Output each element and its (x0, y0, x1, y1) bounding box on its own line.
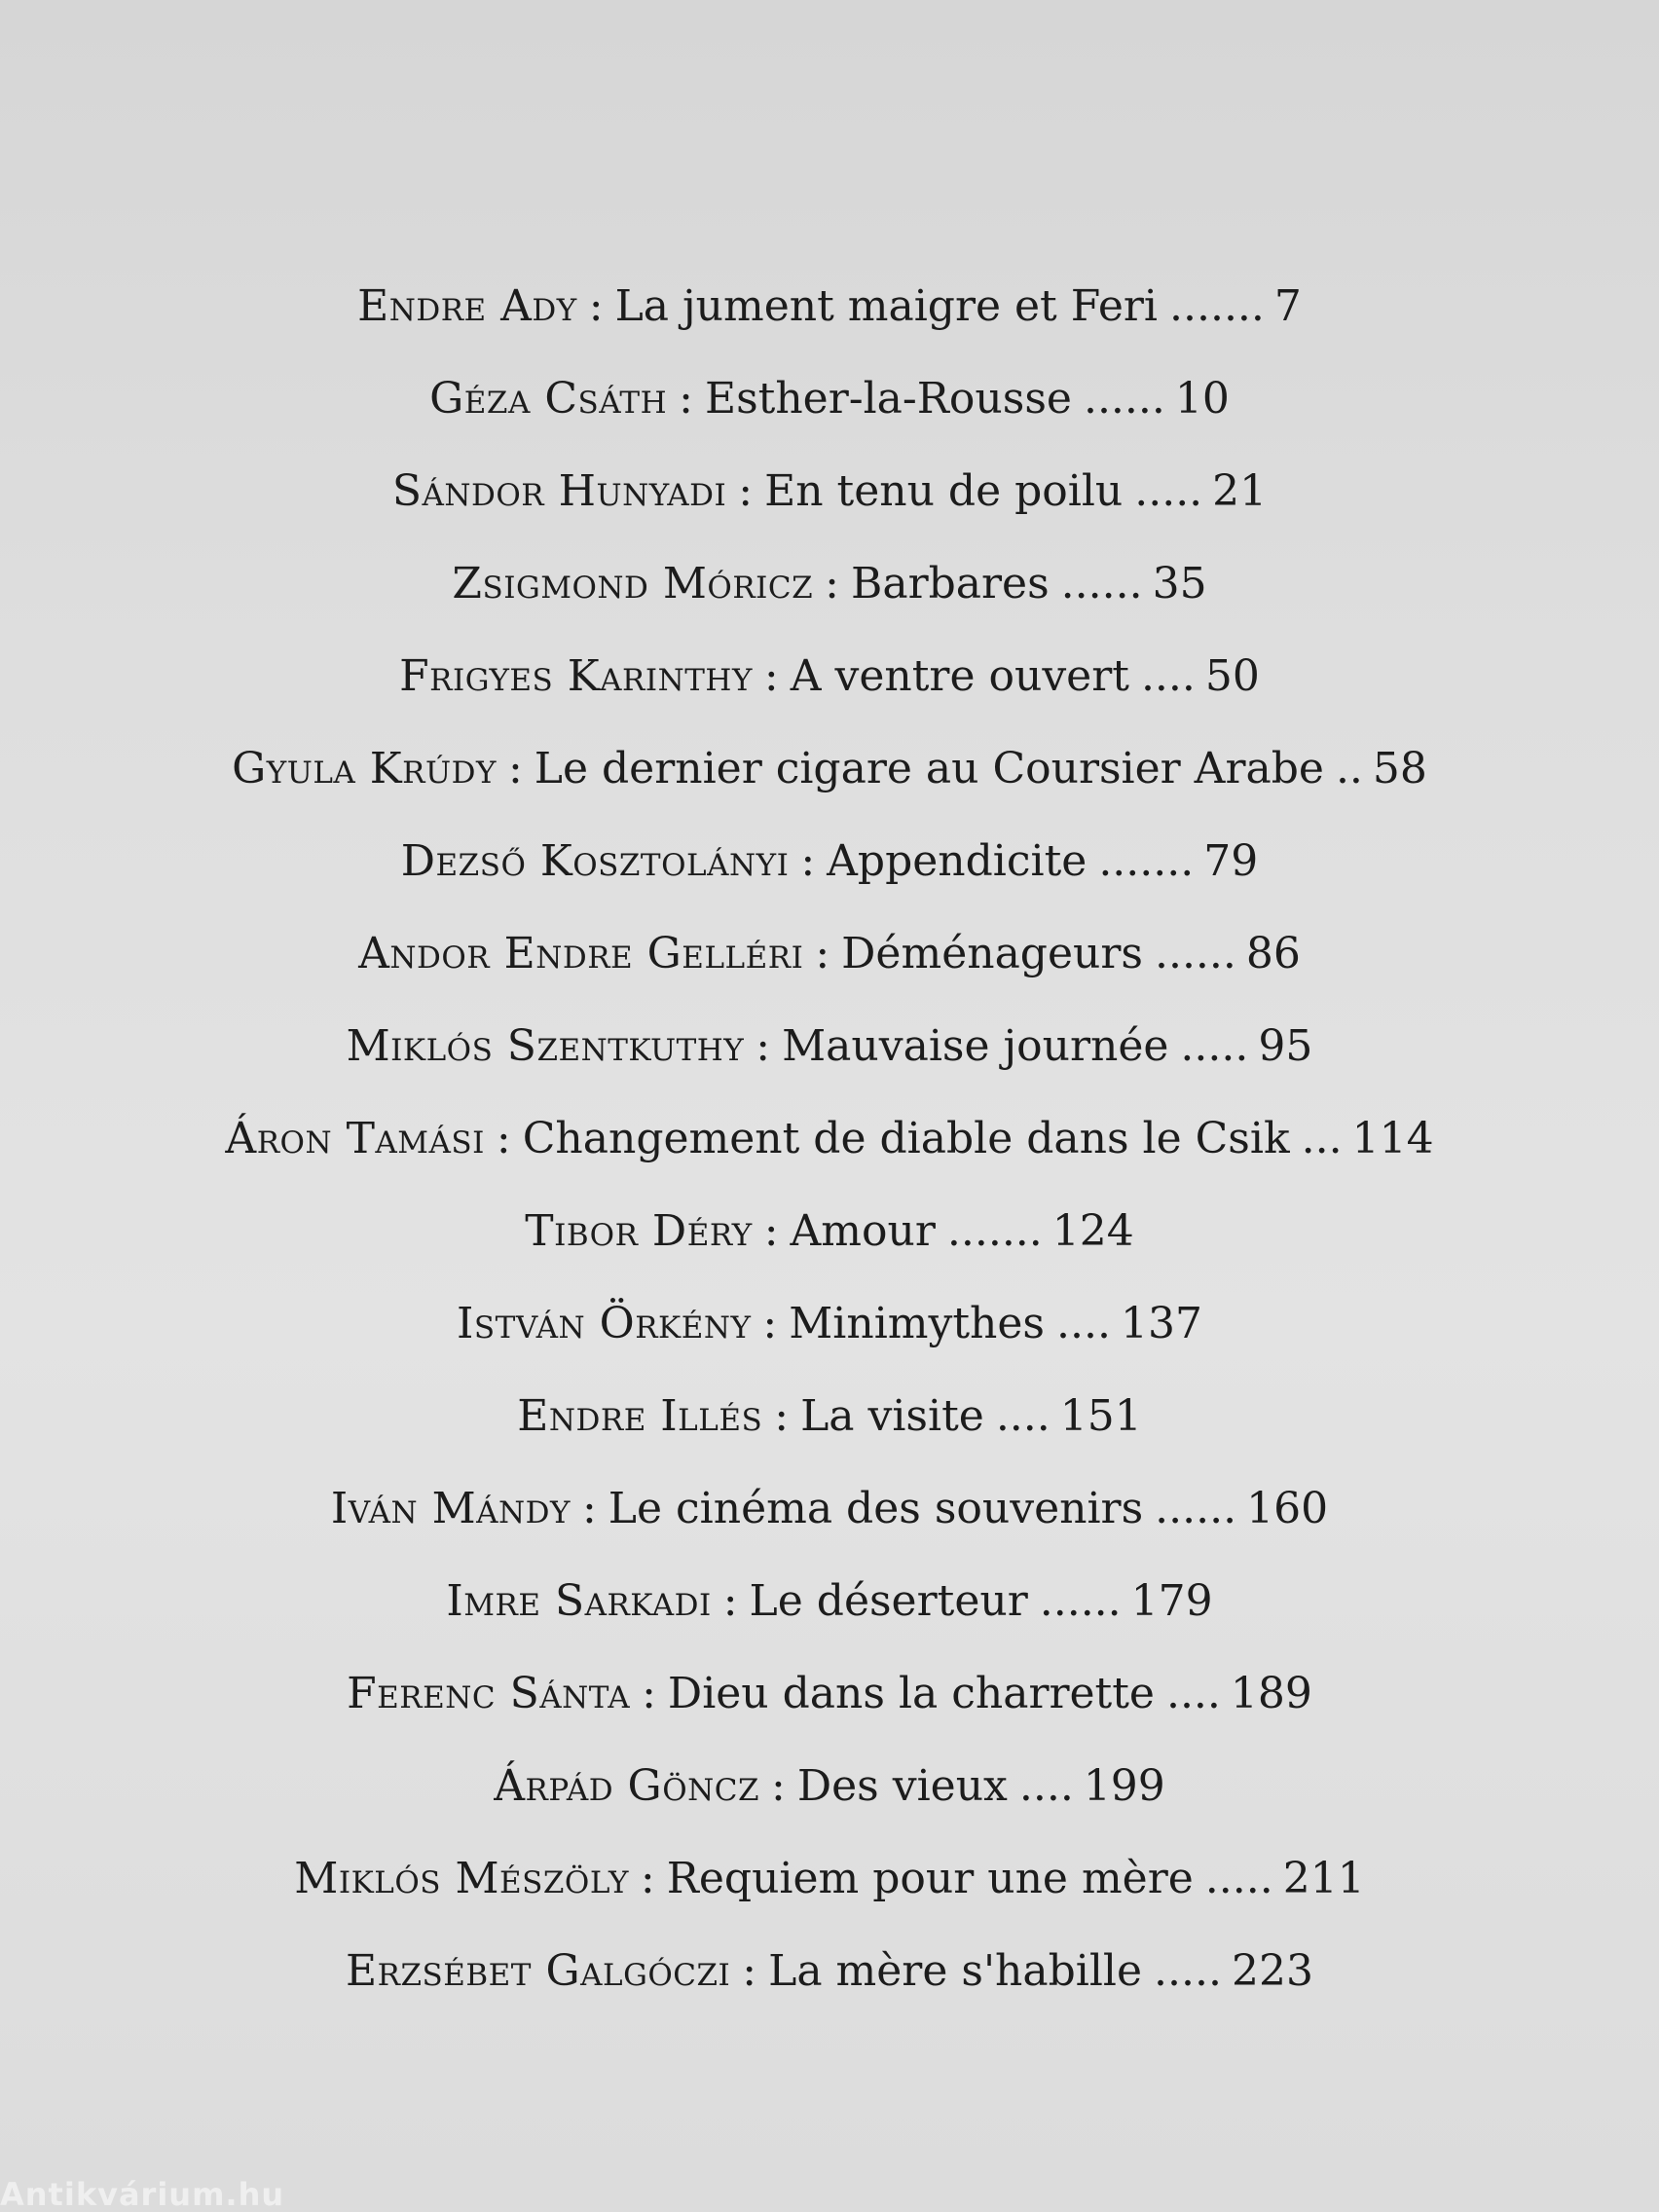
toc-author: Andor Endre Gelléri (358, 929, 804, 978)
toc-entry[interactable] (0, 823, 1659, 901)
toc-author: Imre Sarkadi (446, 1576, 712, 1626)
toc-author: Tibor Déry (525, 1206, 753, 1256)
toc-separator: : (642, 1669, 656, 1718)
toc-page-number: 79 (1203, 836, 1259, 886)
toc-title: Dieu dans la charrette (667, 1669, 1155, 1718)
watermark-text: Antikvárium.hu (0, 2177, 285, 2212)
toc-separator: : (763, 651, 779, 701)
toc-title: La visite (800, 1391, 984, 1441)
toc-title: Esther-la-Rousse (704, 374, 1072, 424)
toc-page-number: 223 (1231, 1946, 1313, 1996)
toc-author: Endre Ady (357, 281, 577, 331)
toc-author: István Örkény (457, 1299, 752, 1348)
toc-page-number: 21 (1212, 466, 1268, 516)
toc-leader: .... (1056, 1299, 1111, 1348)
toc-leader: .... (995, 1391, 1051, 1441)
toc-entry[interactable] (0, 730, 1659, 808)
toc-entry[interactable] (0, 1378, 1659, 1456)
toc-entry[interactable] (0, 1748, 1659, 1825)
toc-leader: ...... (1154, 929, 1236, 978)
toc-leader: .... (1165, 1669, 1221, 1718)
toc-leader: ...... (1060, 559, 1143, 608)
toc-separator: : (742, 1946, 757, 1996)
toc-page-number: 211 (1282, 1854, 1365, 1903)
toc-title: Le cinéma des souvenirs (608, 1484, 1144, 1533)
toc-page-number: 58 (1372, 744, 1427, 793)
toc-page-number: 151 (1059, 1391, 1142, 1441)
toc-leader: ..... (1154, 1946, 1222, 1996)
toc-leader: ...... (1039, 1576, 1122, 1626)
toc-author: Sándor Hunyadi (391, 466, 727, 516)
toc-page-number: 179 (1130, 1576, 1213, 1626)
toc-leader: .... (1018, 1761, 1074, 1811)
toc-leader: ... (1301, 1114, 1343, 1163)
toc-leader: ..... (1204, 1854, 1273, 1903)
toc-leader: ...... (1083, 374, 1165, 424)
toc-page-number: 160 (1246, 1484, 1329, 1533)
toc-page-number: 189 (1230, 1669, 1312, 1718)
toc-entry[interactable] (0, 1470, 1659, 1548)
toc-entry[interactable] (0, 1100, 1659, 1178)
toc-separator: : (756, 1021, 771, 1071)
toc-page-number: 35 (1152, 559, 1207, 608)
toc-leader: ..... (1134, 466, 1203, 516)
toc-leader: ...... (1155, 1484, 1237, 1533)
toc-entry[interactable] (0, 1008, 1659, 1086)
toc-page-number: 124 (1051, 1206, 1134, 1256)
toc-page-number: 95 (1258, 1021, 1313, 1071)
toc-author: Endre Illés (517, 1391, 763, 1441)
toc-separator: : (774, 1391, 790, 1441)
toc-leader: ....... (1098, 836, 1195, 886)
toc-entry[interactable] (0, 1655, 1659, 1733)
toc-title: Changement de diable dans le Csik (522, 1114, 1290, 1163)
toc-entry[interactable] (0, 268, 1659, 346)
toc-title: La mère s'habille (768, 1946, 1143, 1996)
toc-page-number: 137 (1120, 1299, 1202, 1348)
toc-leader: ....... (946, 1206, 1043, 1256)
toc-entry[interactable] (0, 915, 1659, 993)
toc-separator: : (507, 744, 523, 793)
toc-separator: : (762, 1299, 778, 1348)
toc-separator: : (738, 466, 754, 516)
toc-page-number: 10 (1174, 374, 1230, 424)
toc-entry[interactable] (0, 360, 1659, 438)
toc-separator: : (588, 281, 604, 331)
toc-title: Amour (790, 1206, 936, 1256)
toc-separator: : (800, 836, 816, 886)
toc-entry[interactable] (0, 453, 1659, 531)
toc-page-number: 114 (1351, 1114, 1434, 1163)
toc-separator: : (825, 559, 839, 608)
toc-page-number: 86 (1245, 929, 1301, 978)
toc-entry[interactable] (0, 1285, 1659, 1363)
toc-title: Des vieux (796, 1761, 1008, 1811)
toc-title: La jument maigre et Feri (614, 281, 1158, 331)
toc-author: Ferenc Sánta (347, 1669, 631, 1718)
toc-separator: : (496, 1114, 511, 1163)
toc-title: Appendicite (827, 836, 1088, 886)
toc-author: Erzsébet Galgóczi (346, 1946, 731, 1996)
toc-page-number: 50 (1204, 651, 1260, 701)
toc-title: Le dernier cigare au Coursier Arabe (534, 744, 1324, 793)
toc-author: Miklós Szentkuthy (346, 1021, 745, 1071)
toc-leader: ....... (1169, 281, 1265, 331)
toc-leader: ..... (1180, 1021, 1249, 1071)
toc-author: Miklós Mészöly (294, 1854, 629, 1903)
toc-entry[interactable] (0, 638, 1659, 716)
toc-entry[interactable] (0, 1933, 1659, 2010)
toc-author: Zsigmond Móricz (452, 559, 814, 608)
toc-page-number: 7 (1273, 281, 1302, 331)
toc-page-number: 199 (1083, 1761, 1165, 1811)
toc-author: Frigyes Karinthy (399, 651, 753, 701)
toc-author: Áron Tamási (225, 1114, 485, 1163)
toc-leader: .. (1335, 744, 1363, 793)
toc-title: Mauvaise journée (782, 1021, 1169, 1071)
toc-separator: : (722, 1576, 738, 1626)
toc-title: Minimythes (789, 1299, 1046, 1348)
toc-title: A ventre ouvert (790, 651, 1129, 701)
toc-separator: : (581, 1484, 597, 1533)
toc-title: Déménageurs (841, 929, 1143, 978)
toc-entry[interactable] (0, 1563, 1659, 1641)
toc-author: Géza Csáth (429, 374, 668, 424)
toc-title: Le déserteur (749, 1576, 1028, 1626)
toc-author: Árpád Göncz (494, 1761, 760, 1811)
toc-separator: : (763, 1206, 779, 1256)
toc-author: Iván Mándy (330, 1484, 571, 1533)
toc-title: Requiem pour une mère (666, 1854, 1194, 1903)
toc-author: Dezső Kosztolányi (400, 836, 790, 886)
toc-title: En tenu de poilu (764, 466, 1124, 516)
toc-entry[interactable] (0, 545, 1659, 623)
toc-leader: .... (1140, 651, 1196, 701)
toc-author: Gyula Krúdy (232, 744, 497, 793)
toc-separator: : (679, 374, 693, 424)
toc-separator: : (771, 1761, 786, 1811)
toc-entry[interactable] (0, 1193, 1659, 1271)
toc-separator: : (815, 929, 830, 978)
toc-entry[interactable] (0, 1840, 1659, 1918)
toc-title: Barbares (851, 559, 1050, 608)
toc-separator: : (640, 1854, 655, 1903)
